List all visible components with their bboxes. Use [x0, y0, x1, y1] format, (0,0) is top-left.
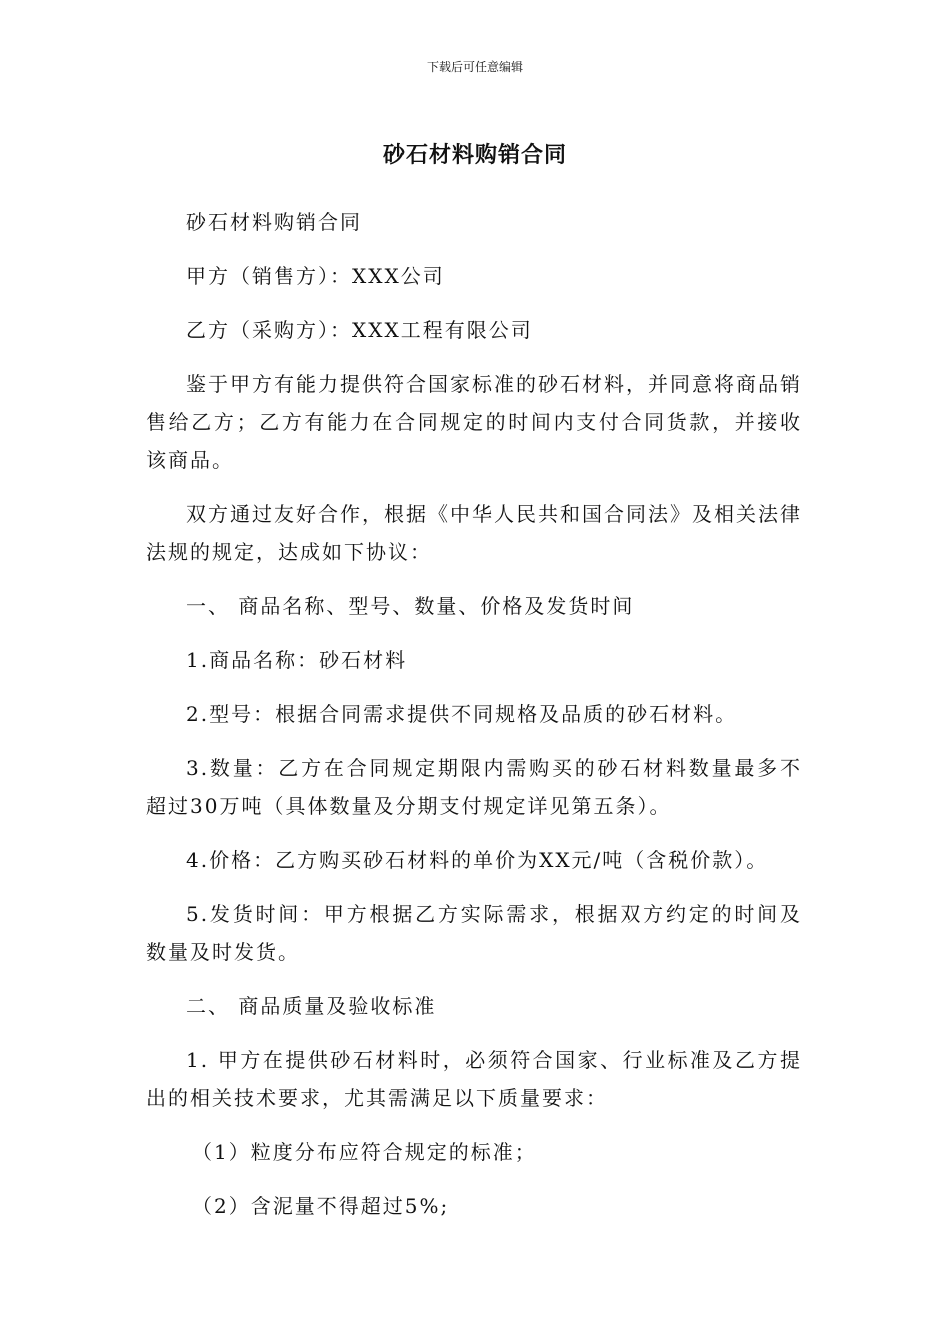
header-note: 下载后可任意编辑: [426, 60, 523, 74]
paragraph-party-a: 甲方（销售方）：XXX公司: [186, 264, 445, 288]
document-title: 砂石材料购销合同: [382, 143, 567, 168]
clause-quality-standard: 1. 甲方在提供砂石材料时，必须符合国家、行业标准及乙方提出的相关技术要求，尤其需满足以下质量要求：: [146, 1048, 802, 1110]
clause-model: 2.型号：根据合同需求提供不同规格及品质的砂石材料。: [186, 702, 738, 726]
paragraph-agreement-basis: 双方通过友好合作，根据《中华人民共和国合同法》及相关法律法规的规定，达成如下协议：: [146, 502, 802, 564]
clause-delivery-time: 5.发货时间：甲方根据乙方实际需求，根据双方约定的时间及数量及时发货。: [146, 902, 802, 964]
paragraph-whereas: 鉴于甲方有能力提供符合国家标准的砂石材料，并同意将商品销售给乙方；乙方有能力在合同规定的时间内支付合同货款，并接收该商品。: [146, 372, 802, 472]
quality-item-1: （1）粒度分布应符合规定的标准；: [192, 1140, 537, 1164]
paragraph-party-b: 乙方（采购方）：XXX工程有限公司: [186, 318, 533, 342]
document-body: [146, 203, 802, 1241]
quality-item-2: （2）含泥量不得超过5%;: [192, 1194, 450, 1218]
clause-quantity: 3.数量：乙方在合同规定期限内需购买的砂石材料数量最多不超过30万吨（具体数量及分期支付规定详见第五条）。: [146, 756, 802, 818]
clause-price: 4.价格：乙方购买砂石材料的单价为XX元/吨（含税价款）。: [186, 848, 769, 872]
paragraph-contract-name: 砂石材料购销合同: [186, 210, 362, 234]
section-heading-1: 一、 商品名称、型号、数量、价格及发货时间: [186, 594, 635, 618]
clause-product-name: 1.商品名称：砂石材料: [186, 648, 408, 672]
section-heading-2: 二、 商品质量及验收标准: [186, 994, 437, 1018]
